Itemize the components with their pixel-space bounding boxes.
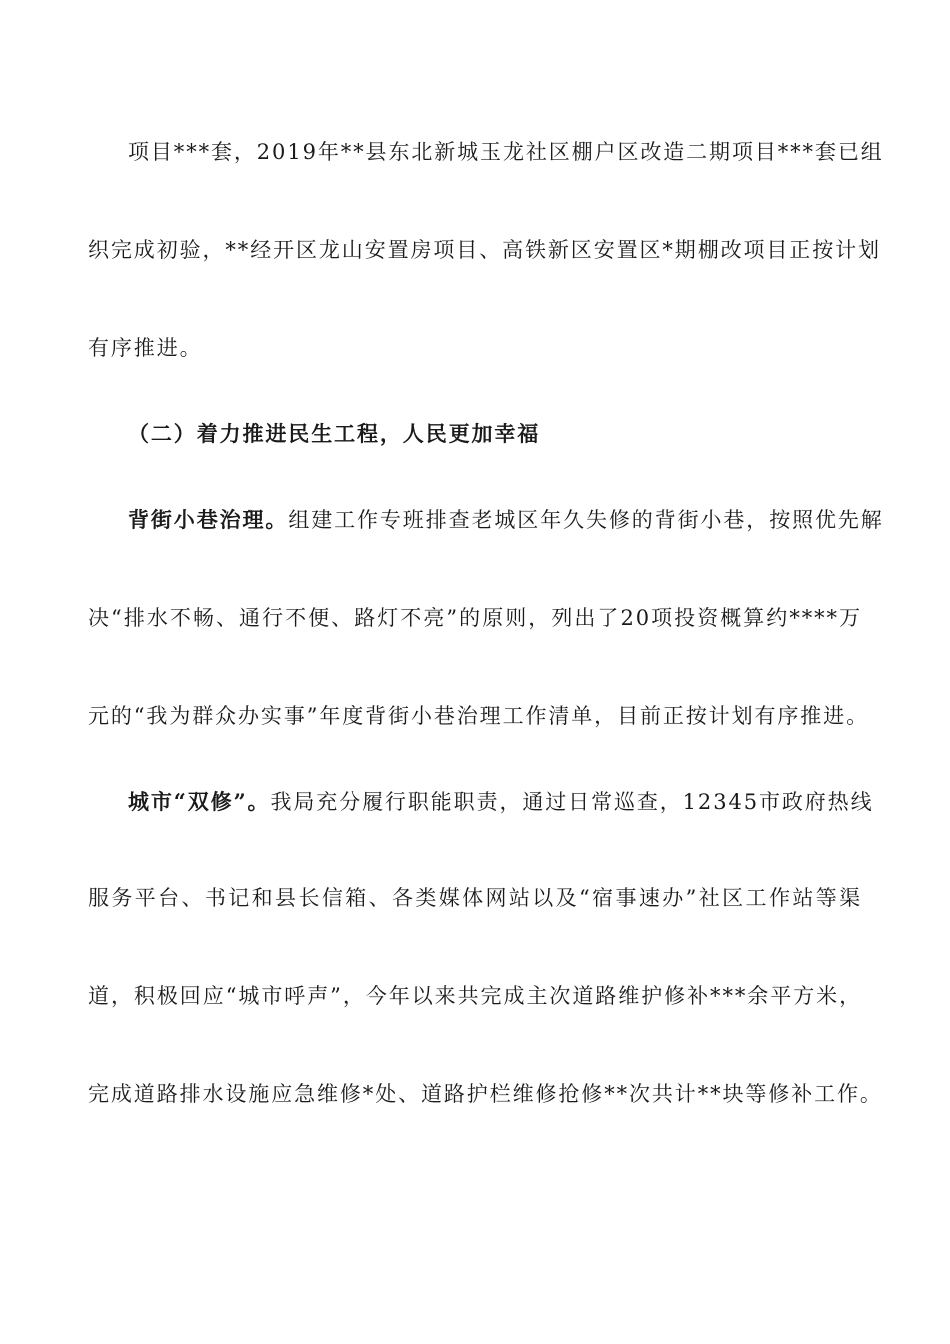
- paragraph-3-line-1-text: 我局充分履行职能职责，通过日常巡查，12345市政府热线: [270, 790, 874, 814]
- paragraph-1-line-1: 项目***套，2019年**县东北新城玉龙社区棚户区改造二期项目***套已组: [128, 140, 884, 164]
- paragraph-2-line-3: 元的“我为群众办实事”年度背街小巷治理工作清单，目前正按计划有序推进。: [88, 704, 869, 728]
- paragraph-2-line-1-text: 组建工作专班排查老城区年久失修的背街小巷，按照优先解: [288, 508, 884, 532]
- paragraph-1-line-3: 有序推进。: [88, 336, 203, 360]
- paragraph-2-line-1: [128, 500, 884, 540]
- paragraph-3-line-3: 道，积极回应“城市呼声”，今年以来共完成主次道路维护修补***余平方米，: [88, 984, 862, 1008]
- paragraph-2-line-2: 决“排水不畅、通行不便、路灯不亮”的原则，列出了20项投资概算约****万: [88, 606, 862, 630]
- paragraph-3-line-1: [128, 782, 874, 822]
- paragraph-2-lead: 背街小巷治理。: [128, 507, 289, 532]
- paragraph-1-line-2: 织完成初验，**经开区龙山安置房项目、高铁新区安置区*期棚改项目正按计划: [88, 238, 881, 262]
- paragraph-3-line-2: 服务平台、书记和县长信箱、各类媒体网站以及“宿事速办”社区工作站等渠: [88, 886, 862, 910]
- paragraph-3-lead: 城市“双修”。: [128, 789, 271, 814]
- paragraph-3-line-4: 完成道路排水设施应急维修*处、道路护栏维修抢修**次共计**块等修补工作。: [88, 1082, 883, 1106]
- section-heading: （二）着力推进民生工程，人民更加幸福: [128, 421, 541, 446]
